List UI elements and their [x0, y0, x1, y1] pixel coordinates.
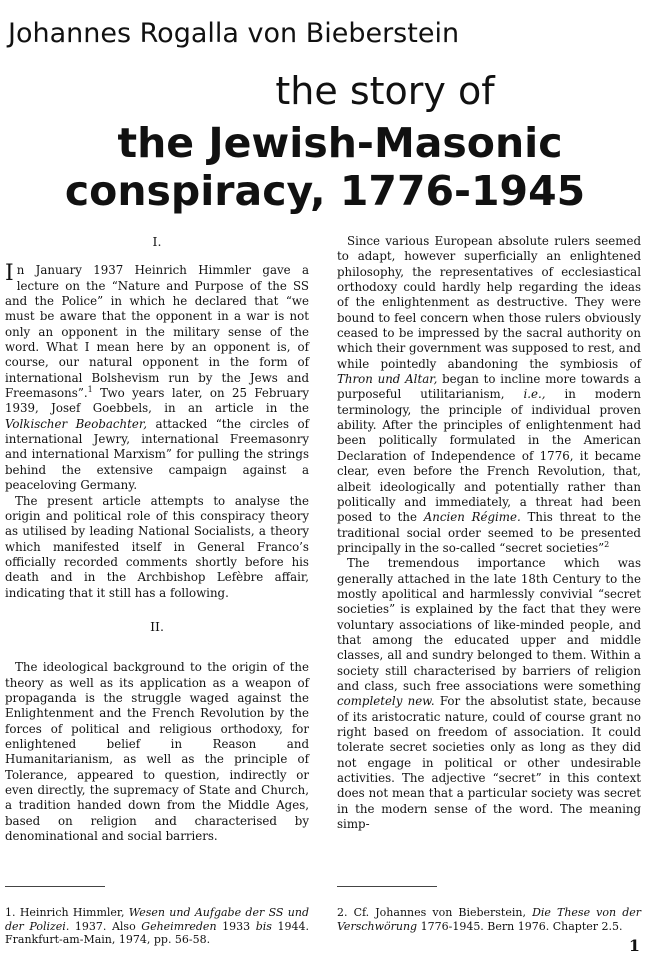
footnote-divider	[5, 886, 105, 887]
paragraph: The present article attempts to analyse the origin and political role of this conspiracy theory as utilised by leading National Socialists, a theory which manifested itself in General Franco’s officially recorded comments shortly before his death and in the Archbishop Lefèbre affair, indicating that it still has a following.	[5, 493, 309, 600]
footnote-divider	[337, 886, 437, 887]
right-column	[337, 234, 641, 832]
footnote-1	[5, 906, 309, 947]
footnote-ref: 2	[604, 539, 610, 549]
footnote-ref: 1	[87, 385, 93, 395]
text-italic: bis	[255, 919, 272, 933]
text-run: 1776-1945. Bern 1976. Chapter 2.5.	[417, 919, 623, 933]
text-run: n January 1937 Heinrich Himmler gave a lecture on the “Nature and Purpose of the SS and the Police” in which he declared that “we must be aware that the opponent in a war is not only an opponent in the military sense of the word. What I mean here by an opponent is, of course, our natural opponent in the form of international Bolshevism run by the Jews and Freemasons”.	[5, 263, 309, 401]
text-italic: Ancien Régime.	[423, 510, 521, 525]
text-run: 2. Cf. Johannes von Bieberstein,	[337, 906, 533, 919]
text-italic: completely new.	[337, 694, 435, 709]
section-heading-1: I.	[152, 234, 162, 249]
title-line-1: the story of	[275, 69, 495, 113]
text-italic: Volkischer Beobachter,	[5, 416, 147, 431]
text-run: 1944. Frankfurt-am-Main, 1974, pp. 56-58.	[5, 919, 309, 946]
title-line-3: conspiracy, 1776-1945	[64, 167, 586, 215]
author-name: Johannes Rogalla von Bieberstein	[8, 18, 460, 49]
text-run: in modern terminology, the principle of individual proven ability. After the principles of enlightenment had been politically formulated in the American Declaration of Independence of 1776, it became clear, even before the French Revolution, that, albeit ideologically and potentially rather than politically and immediately, a threat had been posed to the	[337, 387, 641, 525]
left-column	[5, 234, 309, 844]
text-italic: Geheimreden	[141, 919, 217, 933]
drop-cap: I	[5, 261, 14, 287]
text-run: For the absolutist state, because of its aristocratic nature, could of course grant no right based on freedom of association. It could tolerate secret societies only as long as they did not engage in political or other undesirable activities. The adjective “secret” in this context does not mean that a particular society was secret in the modern sense of the word. The meaning simp-	[337, 694, 641, 832]
text-run: 1. Heinrich Himmler,	[5, 906, 129, 919]
text-run: 1937. Also	[69, 919, 142, 933]
text-run: The tremendous importance which was generally attached in the late 18th Century to the mostly apolitical and harmlessly convivial “secret societies” is explained by the fact that they were voluntary associations of like-minded people, and that among the educated upper and middle classes, all and sundry belonged to them. Within a society still characterised by barriers of religion and class, such free associations were something	[337, 556, 641, 693]
text-run: began to incline more towards a purposeful utilitarianism,	[337, 372, 641, 402]
text-run: 1933	[216, 919, 256, 933]
title-line-2: the Jewish-Masonic	[117, 119, 563, 167]
text-run: This threat to the traditional social order seemed to be presented principally in the so-called “secret societies”	[337, 510, 641, 555]
text-run: attacked “the circles of international Jewry, international Freemasonry and international Marxism” for pulling the strings behind the extensive campaign against a peaceloving Germany.	[5, 416, 309, 493]
paragraph: The ideological background to the origin of the theory as well as its application as a weapon of propaganda is the struggle waged against the Enlightenment and the French Revolution by the forces of political and religious orthodoxy, for enlightened belief in Reason and Humanitarianism, as well as the principle of Tolerance, appeared to question, indirectly or even directly, the supremacy of State and Church, a tradition handed down from the Middle Ages, based on religion and characterised by denominational and social barriers.	[5, 660, 309, 844]
text-run: Two years later, on 25 February 1939, Josef Goebbels, in an article in the	[5, 386, 309, 416]
paragraph	[337, 234, 641, 556]
text-italic: Die These von der Verschwörung	[337, 906, 641, 933]
text-run: Since various European absolute rulers seemed to adapt, however superficially an enlightened philosophy, the representatives of ecclesiastical orthodoxy could hardly help regarding the ideas of the enlightenment as destructive. They were bound to feel concern when those rulers obviously ceased to be impressed by the sacral authority on which their government was supposed to rest, and while pointedly abandoning the symbiosis of	[337, 234, 641, 371]
text-italic: Wesen und Aufgabe der SS und der Polizei.	[5, 906, 310, 933]
paragraph	[5, 263, 309, 493]
paragraph	[337, 556, 641, 832]
footnote-2	[337, 906, 641, 933]
text-italic: Thron und Altar,	[337, 372, 438, 387]
text-italic: i.e.,	[523, 387, 546, 402]
section-heading-2: II.	[150, 618, 164, 634]
page-number: 1	[628, 936, 640, 955]
